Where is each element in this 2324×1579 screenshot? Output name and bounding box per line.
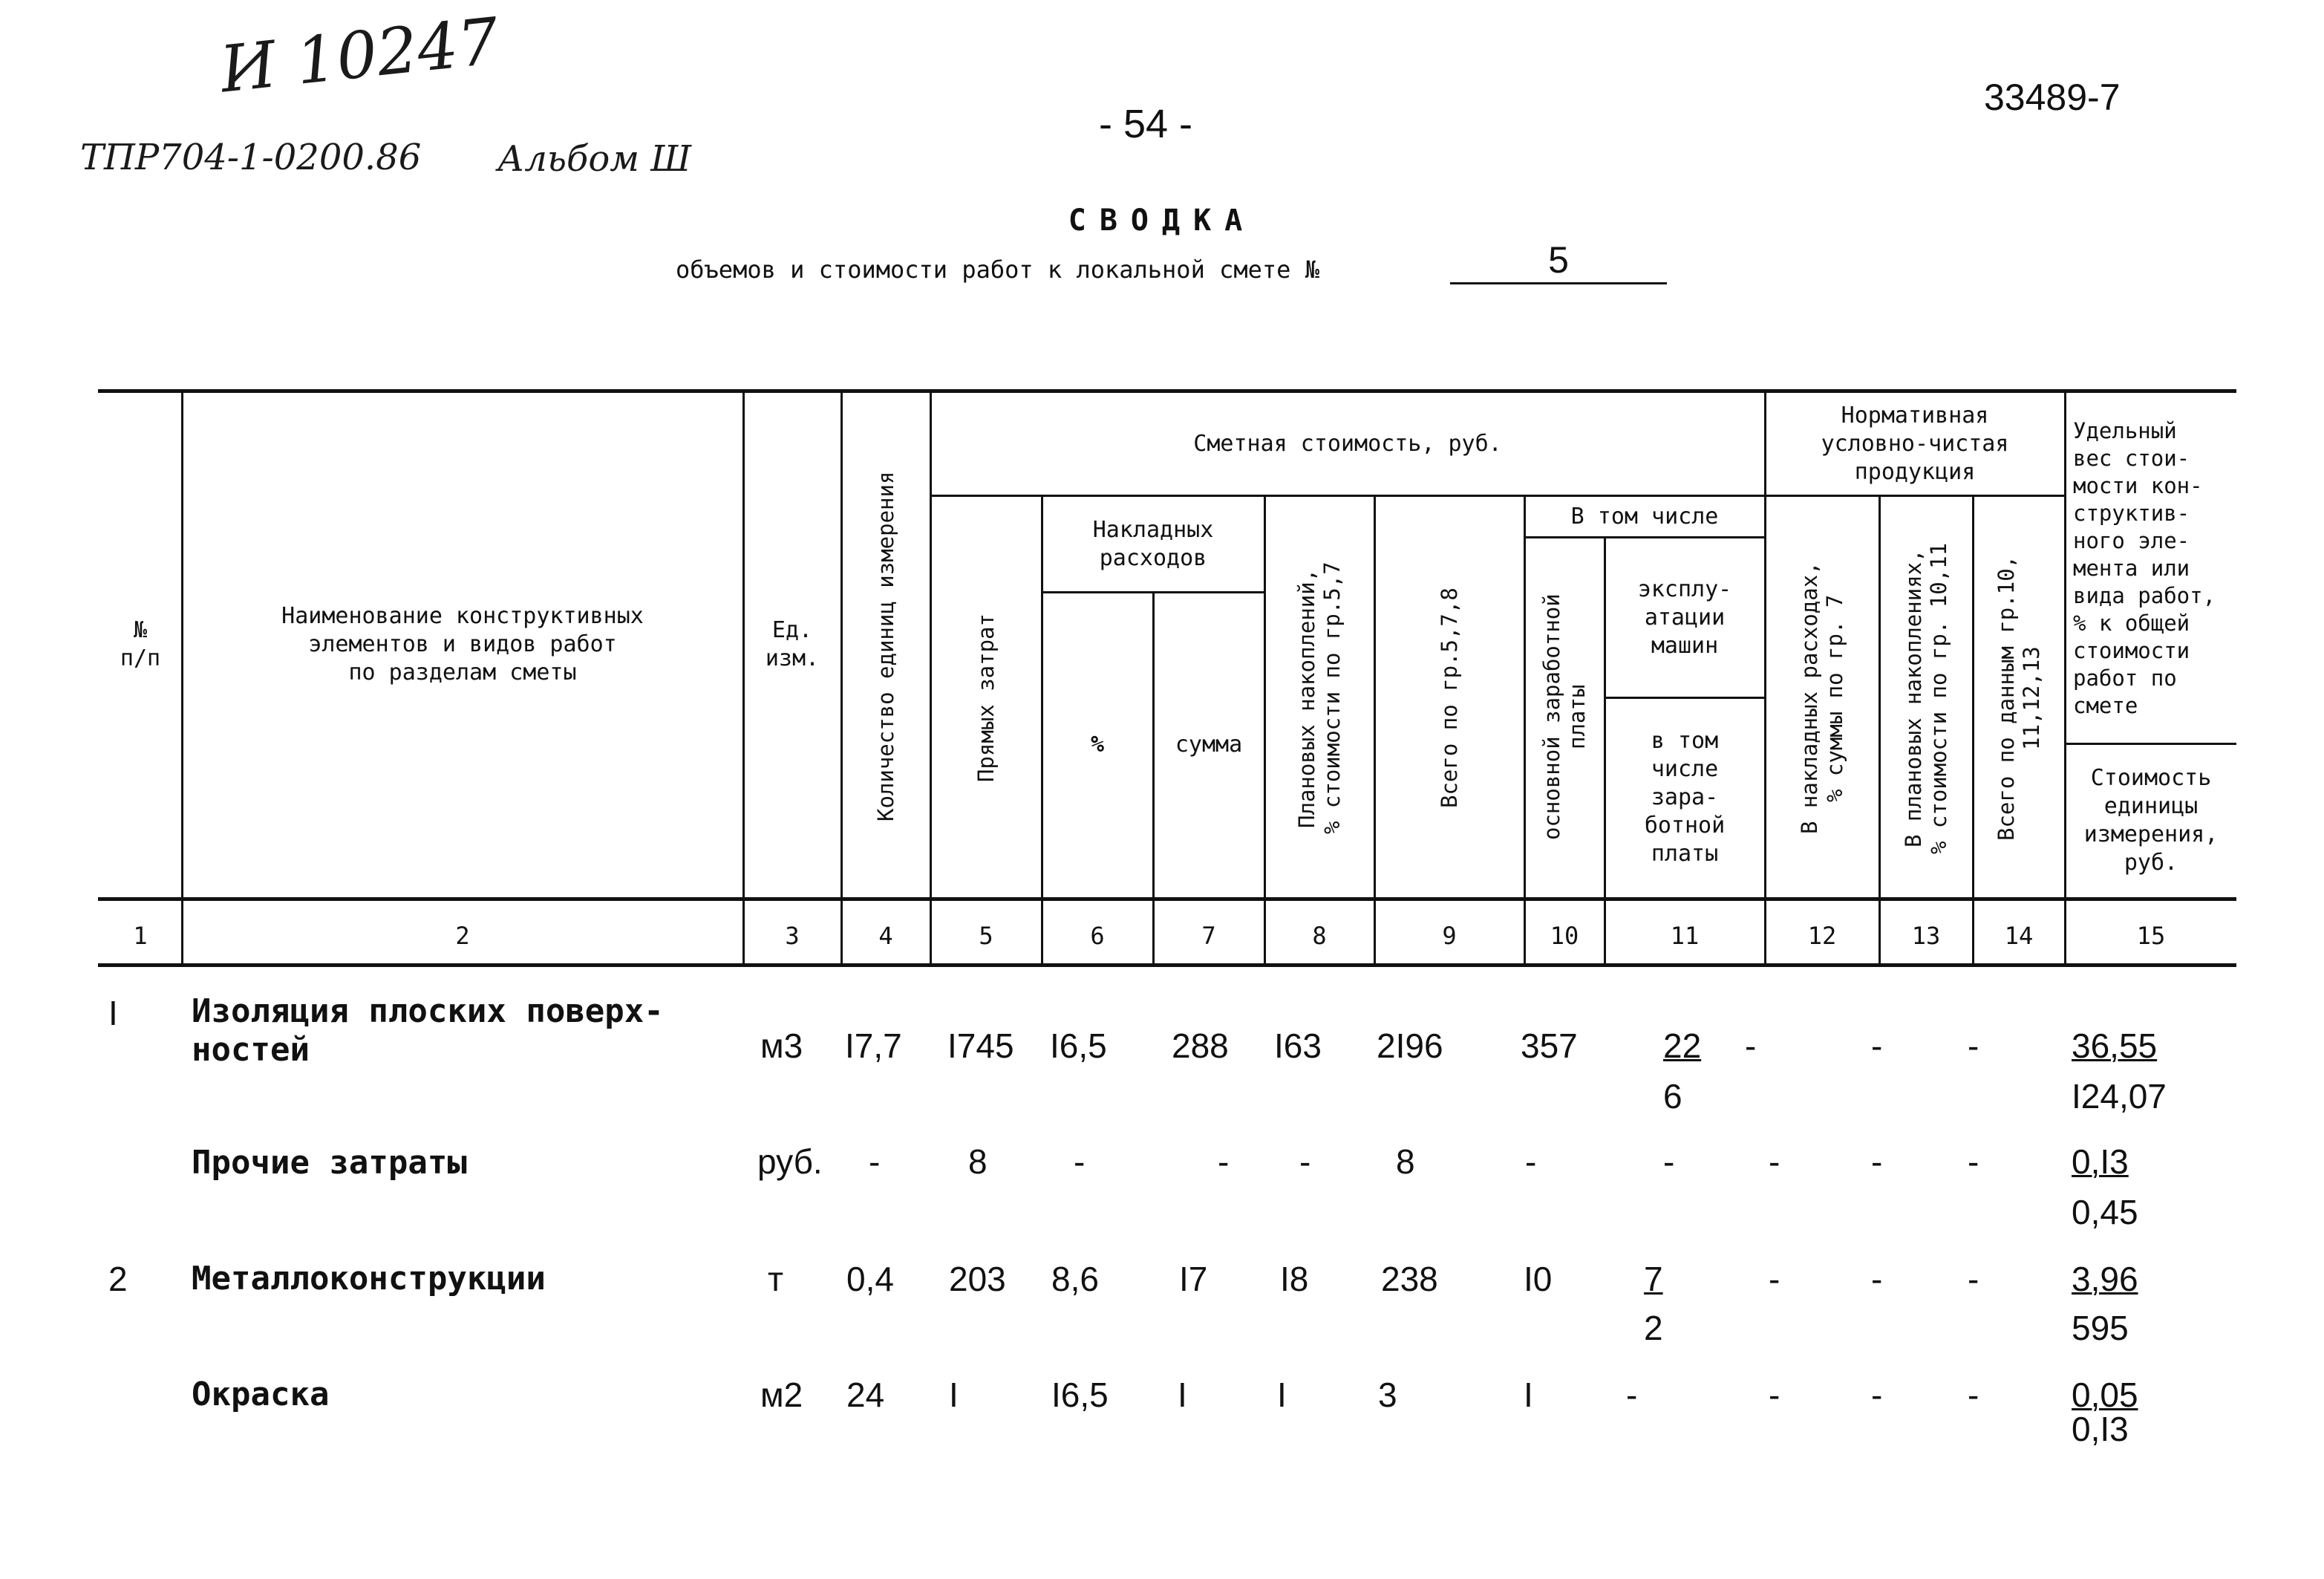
row-sum: - bbox=[1218, 1142, 1230, 1181]
header-total: Всего по гр.5,7,8 bbox=[1437, 587, 1462, 809]
row-machines: 7 bbox=[1644, 1260, 1663, 1298]
row-planned: I bbox=[1277, 1375, 1287, 1414]
header-incl: В том числе bbox=[1570, 504, 1719, 530]
row-qty: - bbox=[869, 1142, 881, 1181]
header-specific: Удельный вес стои- мости кон- структив- ного эле- мента или вида работ, % к общей стоимости работ по смете bbox=[2073, 417, 2216, 718]
row-norm-planned: - bbox=[1871, 1375, 1883, 1414]
row-machines: - bbox=[1663, 1142, 1675, 1181]
page-subtitle: объемов и стоимости работ к локальной смете № bbox=[676, 255, 1319, 284]
machines-group-rule bbox=[1604, 697, 1764, 699]
table-top-rule bbox=[98, 389, 2236, 393]
row-norm-total: - bbox=[1968, 1375, 1979, 1414]
column-numbers-bottom-rule bbox=[98, 963, 2236, 967]
row-sum: I7 bbox=[1179, 1260, 1208, 1298]
page-number: - 54 - bbox=[1099, 102, 1193, 146]
header-no: № п/п bbox=[120, 617, 161, 671]
row-qty: 24 bbox=[846, 1375, 885, 1414]
row-norm-planned: - bbox=[1871, 1260, 1883, 1298]
row-unit-cost: 0,45 bbox=[2072, 1193, 2138, 1231]
row-unit: руб. bbox=[757, 1142, 823, 1181]
col-num: 7 bbox=[1201, 922, 1216, 950]
row-wages: - bbox=[1525, 1142, 1537, 1181]
row-specific: 36,55 bbox=[2072, 1026, 2158, 1065]
row-sum: I bbox=[1178, 1375, 1187, 1414]
row-direct: I bbox=[949, 1375, 959, 1414]
row-unit-cost: 595 bbox=[2072, 1309, 2129, 1347]
row-name: Прочие затраты bbox=[192, 1144, 467, 1182]
col-num: 9 bbox=[1442, 922, 1457, 950]
row-pct: - bbox=[1074, 1142, 1086, 1181]
document-code: 33489-7 bbox=[1984, 76, 2121, 118]
row-norm-total: - bbox=[1968, 1260, 1979, 1298]
row-norm-planned: - bbox=[1871, 1142, 1883, 1181]
col-num: 2 bbox=[455, 922, 470, 950]
row-qty: 0,4 bbox=[846, 1260, 894, 1298]
row-pct: I6,5 bbox=[1051, 1375, 1109, 1414]
row-direct: 8 bbox=[968, 1142, 988, 1181]
cost-group-rule bbox=[930, 495, 1764, 497]
col-num: 10 bbox=[1550, 922, 1579, 950]
header-name: Наименование конструктивных элементов и видов работ по разделам сметы bbox=[281, 603, 644, 686]
col-num: 15 bbox=[2136, 922, 2166, 950]
header-norm-overhead: В накладных расходах, % суммы по гр. 7 bbox=[1797, 561, 1847, 835]
col-num: 1 bbox=[133, 922, 148, 950]
header-normative: Нормативная условно-чистая продукция bbox=[1821, 403, 2009, 485]
col-num: 12 bbox=[1807, 922, 1837, 950]
row-planned: I8 bbox=[1280, 1260, 1309, 1298]
header-unit-cost: Стоимость единицы измерения, руб. bbox=[2083, 765, 2219, 876]
row-name: Изоляция плоских поверх- ностей bbox=[192, 992, 664, 1069]
row-name: Металлоконструкции bbox=[192, 1260, 546, 1298]
col-num: 13 bbox=[1911, 922, 1941, 950]
header-cost-group: Сметная стоимость, руб. bbox=[1193, 431, 1502, 457]
header-unit: Ед. изм. bbox=[765, 617, 820, 671]
row-wages: 357 bbox=[1521, 1026, 1578, 1065]
row-unit: т bbox=[768, 1260, 784, 1298]
row-norm-planned: - bbox=[1871, 1026, 1883, 1065]
row-specific: 0,I3 bbox=[2072, 1142, 2129, 1181]
normative-group-rule bbox=[1764, 495, 2064, 497]
handwritten-album: Альбом Ш bbox=[497, 138, 692, 180]
row-name: Окраска bbox=[192, 1375, 330, 1413]
row-norm-overhead: - bbox=[1769, 1142, 1780, 1181]
row-machines-wages: 6 bbox=[1663, 1077, 1682, 1116]
col-num: 5 bbox=[979, 922, 993, 950]
handwritten-project-code: ТПР704-1-0200.86 bbox=[80, 137, 422, 178]
row-unit: м3 bbox=[760, 1026, 803, 1065]
row-total: 238 bbox=[1381, 1260, 1438, 1298]
row-specific: 0,05 bbox=[2072, 1375, 2138, 1414]
header-overhead-pct: % bbox=[1090, 732, 1105, 758]
estimate-number: 5 bbox=[1450, 238, 1667, 284]
row-norm-overhead: - bbox=[1769, 1375, 1780, 1414]
row-norm-overhead: - bbox=[1745, 1026, 1757, 1065]
header-overhead-sum: сумма bbox=[1175, 732, 1243, 758]
row-qty: I7,7 bbox=[845, 1026, 902, 1065]
row-no: I bbox=[108, 994, 118, 1032]
handwritten-inventory-number: И 10247 bbox=[217, 4, 503, 108]
specific-rule bbox=[2064, 743, 2236, 745]
row-pct: I6,5 bbox=[1050, 1026, 1107, 1065]
row-total: 2I96 bbox=[1377, 1026, 1443, 1065]
page-title: СВОДКА bbox=[1068, 204, 1256, 238]
row-direct: I745 bbox=[947, 1026, 1014, 1065]
row-wages: I0 bbox=[1524, 1260, 1553, 1298]
header-bottom-rule bbox=[98, 897, 2236, 901]
row-sum: 288 bbox=[1172, 1026, 1229, 1065]
col-num: 11 bbox=[1670, 922, 1700, 950]
row-unit-cost: 0,I3 bbox=[2072, 1410, 2129, 1448]
row-machines: 22 bbox=[1663, 1026, 1702, 1065]
row-total: 3 bbox=[1378, 1375, 1397, 1414]
row-norm-total: - bbox=[1968, 1142, 1979, 1181]
col-num: 3 bbox=[785, 922, 800, 950]
header-machines: эксплу- атации машин bbox=[1637, 576, 1732, 659]
row-machines-wages: 2 bbox=[1644, 1309, 1663, 1347]
header-norm-planned: В плановых накоплениях, % стоимости по гр. 10,11 bbox=[1901, 542, 1951, 854]
row-norm-overhead: - bbox=[1769, 1260, 1780, 1298]
row-planned: - bbox=[1299, 1142, 1311, 1181]
row-wages: I bbox=[1524, 1375, 1533, 1414]
row-machines: - bbox=[1626, 1375, 1638, 1414]
row-total: 8 bbox=[1396, 1142, 1415, 1181]
col-num: 6 bbox=[1090, 922, 1105, 950]
row-no: 2 bbox=[108, 1260, 128, 1298]
header-overhead: Накладных расходов bbox=[1092, 517, 1214, 571]
header-norm-total: Всего по данным гр.10, 11,12,13 bbox=[1994, 555, 2044, 841]
header-direct: Прямых затрат bbox=[973, 613, 999, 783]
col-num: 14 bbox=[2004, 922, 2034, 950]
incl-group-rule bbox=[1524, 536, 1764, 538]
row-unit: м2 bbox=[760, 1375, 803, 1414]
row-pct: 8,6 bbox=[1051, 1260, 1099, 1298]
row-direct: 203 bbox=[949, 1260, 1006, 1298]
col-num: 8 bbox=[1312, 922, 1327, 950]
row-norm-total: - bbox=[1968, 1026, 1979, 1065]
header-planned: Плановых накоплений, % стоимости по гр.5,7 bbox=[1294, 561, 1345, 835]
row-planned: I63 bbox=[1274, 1026, 1322, 1065]
header-wages: основной заработной платы bbox=[1539, 593, 1590, 840]
header-machines-wages: в том числе зара- ботной платы bbox=[1644, 728, 1726, 867]
col-num: 4 bbox=[878, 922, 893, 950]
row-unit-cost: I24,07 bbox=[2072, 1077, 2167, 1116]
header-quantity: Количество единиц измерения bbox=[873, 471, 898, 821]
row-specific: 3,96 bbox=[2072, 1260, 2138, 1298]
